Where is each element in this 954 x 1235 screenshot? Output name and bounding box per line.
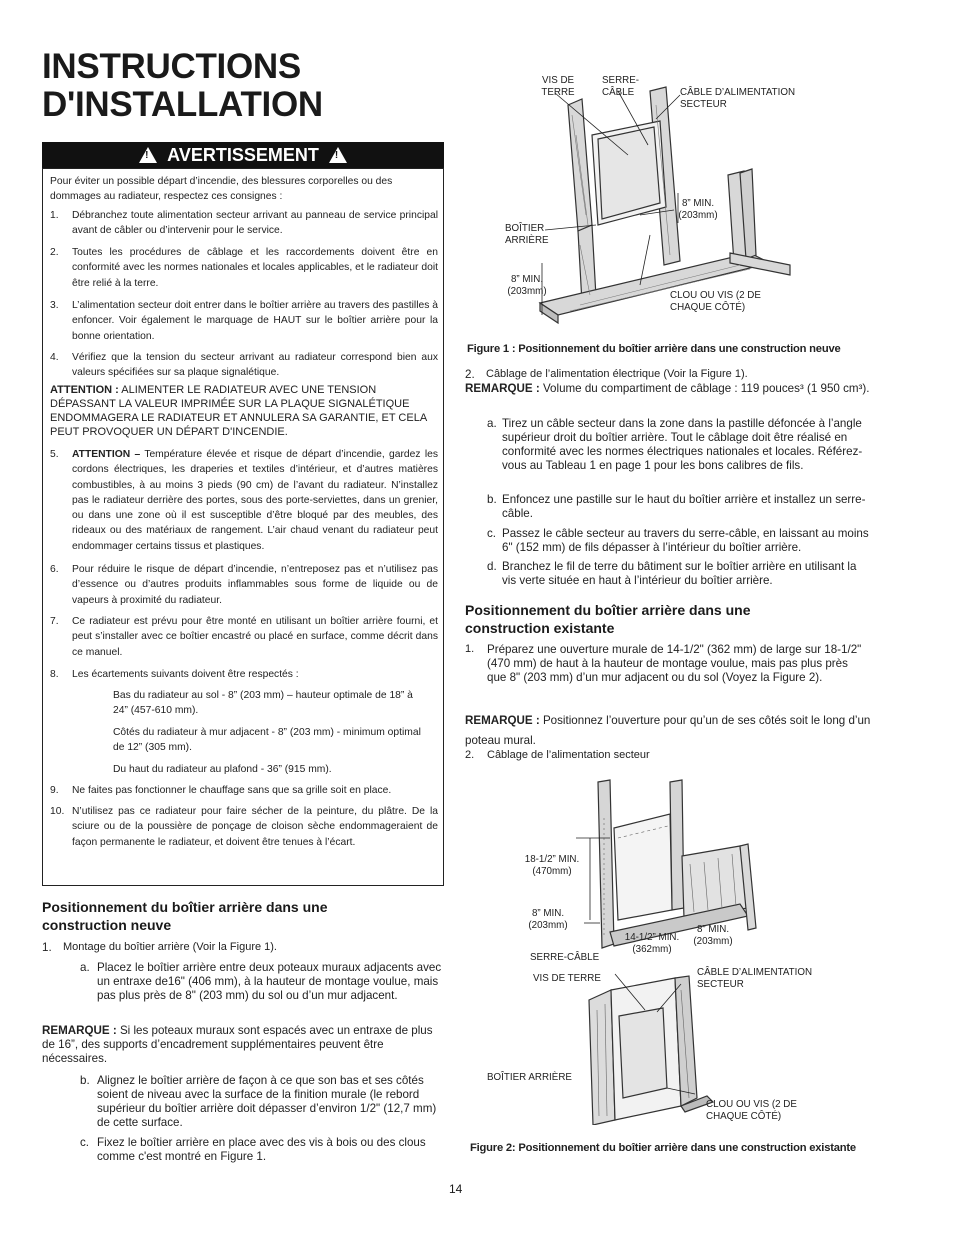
item5-text: Température élevée et risque de départ d’incendie, gardez les cordons électriques, les draperies et textiles d’intérieur, et d’autres matières combustibles, à au moins 3 pieds (90 cm) de l’avant du radiateur. N’installez pas le radiateur derrière des portes, sous des porte-serviettes, dans un grenier, ou dans une zone où il est susceptible d’être bloqué par des meubles, des rideaux ou des matériaux de rangement. L’air chaud venant du radiateur peut endommager certains tissus et plastiques. [72,449,438,552]
fig2-label-serre-cable: SERRE-CÂBLE [530,952,600,963]
fig1-label-vis-de-terre: VIS DE TERRE [541,75,575,98]
remarque-label: REMARQUE : [465,382,540,395]
step-letter: a. [487,417,497,430]
section-heading-new: Positionnement du boîtier arrière dans une construction neuve [42,899,328,933]
step-letter: d. [487,560,497,573]
step-a-wiring: Tirez un câble secteur dans la zone dans la pastille défoncée à l’angle supérieur droit du boîtier arrière. Tout le câblage doit être réalisé en conformité avec les normes électriques nationales et locales. Référez-vous au Tableau 1 en page 1 pour les bons calibres de fils. [502,417,863,472]
warning-triangle-icon: ! [139,147,157,163]
warning-item-number: 5. [50,449,59,460]
figure-2-caption: Figure 2: Positionnement du boîtier arrière dans une construction existante [470,1142,856,1154]
attention-label: ATTENTION : [50,384,119,396]
step-1-existing: Préparez une ouverture murale de 14-1/2" (362 mm) de large sur 18-1/2" (470 mm) de haut à la hauteur de montage voulue, mais pas plus près que 8" (203 mm) d’un mur adjacent ou du sol (Voyez la Figure 2). [487,643,862,684]
warning-item-number: 8. [50,669,59,680]
warning-triangle-icon: ! [329,147,347,163]
step-a-new: Placez le boîtier arrière entre deux poteaux muraux adjacents avec un entraxe de16" (406 mm), à la hauteur de montage voulue, mais pas plus près de 8" (203 mm) du sol ou d’un mur adjacent. [97,961,442,1002]
fig2-label-clou: CLOU OU VIS (2 DE CHAQUE CÔTÉ) [706,1099,797,1122]
fig2-label-8min-left: 8” MIN. (203mm) [528,908,568,931]
attention-text: ALIMENTER LE RADIATEUR AVEC UNE TENSION DÉPASSANT LA VALEUR IMPRIMÉE SUR LA PLAQUE SIGNALÉTIQUE ENDOMMAGERA LE RADIATEUR ET ANNULERA SA GARANTIE, ET CELA PEUT PROVOQUER UN DÉPART D'INCENDIE. [50,384,427,438]
warning-item-10: N’utilisez pas ce radiateur pour faire sécher de la peinture, du plâtre. De la sciure ou de la poussière de ponçage de cloison sèche endommageraient de façon permanente le radiateur, et doivent être tenues à l’écart. [72,806,438,848]
warning-intro: Pour éviter un possible départ d’incendie, des blessures corporelles ou des dommages au radiateur, respectez ces consignes : [50,176,393,203]
warning-item-number: 7. [50,616,59,627]
step-number: 1. [465,643,475,655]
warning-item-number: 9. [50,785,59,796]
item5-label: ATTENTION – [72,449,141,460]
step-2-existing: Câblage de l’alimentation secteur [487,749,650,761]
remarque-existing [465,711,875,751]
remarque-text: Si les poteaux muraux sont espacés avec un entraxe de plus de 16”, des supports d’encadrement supplémentaires peuvent être nécessaires. [42,1024,433,1065]
warning-item-9: Ne faites pas fonctionner le chauffage sans que sa grille soit en place. [72,785,392,796]
remarque-volume [465,382,885,396]
title-line-1: INSTRUCTIONS [42,47,301,86]
warning-item-number: 1. [50,210,59,221]
step-d-wiring: Branchez le fil de terre du bâtiment sur le boîtier arrière en utilisant la vis verte située en haut à l’intérieur du boîtier arrière. [502,560,857,587]
warning-header-label: AVERTISSEMENT [167,144,319,165]
figure-2-bottom-illustration [585,970,725,1125]
remarque-existing-text: Positionnez l’ouverture pour qu’un de ses côtés soit le long d’un poteau mural. [465,714,871,747]
fig1-label-8min-left: 8” MIN. (203mm) [507,274,547,297]
warning-item-7: Ce radiateur est prévu pour être monté en utilisant un boîtier arrière fourni, et peut s’installer avec ce boîtier encastré ou placé en surface, comme décrit dans ce manuel. [72,616,438,658]
fig2-label-cable-alim: CÂBLE D’ALIMENTATION SECTEUR [697,967,813,990]
fig1-label-8min-right: 8” MIN. (203mm) [678,198,718,221]
remarque-new [42,1024,442,1066]
step-b-wiring: Enfoncez une pastille sur le haut du boîtier arrière et installez un serre-câble. [502,493,866,520]
page-title [42,48,323,124]
warning-item-3: L’alimentation secteur doit entrer dans le boîtier arrière au travers des pastilles à enfoncer. Voir également le marquage de HAUT sur le boîtier arrière pour la bonne orientation. [72,300,438,342]
fig2-label-boitier: BOÎTIER ARRIÈRE [487,1072,572,1083]
clearance-2: Côtés du radiateur à mur adjacent - 8” (203 mm) - minimum optimal de 12” (305 mm). [113,727,421,754]
warning-item-number: 3. [50,300,59,311]
step-c-wiring: Passez le câble secteur au travers du serre-câble, en laissant au moins 6" (152 mm) de fils dépasser à l’intérieur du boîtier arrière. [502,527,869,554]
warning-item-2: Toutes les procédures de câblage et les raccordements doivent être en conformité avec les normes nationales et locales applicables, et le radiateur doit être relié à la terre. [72,247,438,289]
fig1-label-serre-cable: SERRE-CÂBLE [602,75,640,98]
title-line-2: D'INSTALLATION [42,85,323,124]
step-letter: b. [487,493,497,506]
warning-item-5 [72,447,438,554]
fig1-label-cable-alim: CÂBLE D’ALIMENTATION SECTEUR [680,87,796,110]
fig1-label-boitier: BOÎTIER ARRIÈRE [505,223,549,246]
fig1-label-clou: CLOU OU VIS (2 DE CHAQUE CÔTÉ) [670,290,761,313]
step-letter: b. [80,1074,90,1087]
warning-item-6: Pour réduire le risque de départ d’incendie, n’entreposez pas et n’utilisez pas d’essence ou d’autres produits inflammables sous forme de liquide ou de vapeurs à proximité du radiateur. [72,564,438,606]
step-letter: c. [487,527,497,540]
step-number: 2. [465,749,475,761]
warning-item-number: 10. [50,806,65,817]
fig2-label-8min-right: 8” MIN. (203mm) [693,924,733,947]
step-c-new: Fixez le boîtier arrière en place avec des vis à bois ou des clous comme c'est montré en Figure 1. [97,1136,426,1163]
warning-item-number: 6. [50,564,59,575]
step-letter: a. [80,961,90,974]
fig2-label-vis-de-terre: VIS DE TERRE [533,973,601,984]
step-number: 1. [42,941,52,954]
fig2-label-18-5-min: 18-1/2” MIN. (470mm) [524,854,580,877]
clearance-1: Bas du radiateur au sol - 8” (203 mm) – hauteur optimale de 18” à 24” (457-610 mm). [113,690,413,717]
step-number: 2. [465,368,475,381]
warning-header [42,142,444,168]
warning-item-number: 4. [50,352,59,363]
warning-item-number: 2. [50,247,59,258]
warning-attention [50,384,438,440]
figure-2-top-illustration [570,778,770,958]
step-b-new: Alignez le boîtier arrière de façon à ce que son bas et ses côtés soient de niveau avec la surface de la finition murale (le rebord supérieur du boîtier arrière doit dépasser d’environ 1/2" (12,7 mm) de cette surface. [97,1074,437,1129]
fig2-label-14-5-min: 14-1/2” MIN. (362mm) [624,932,680,955]
step-letter: c. [80,1136,90,1149]
page-number: 14 [449,1182,463,1196]
remarque-label: REMARQUE : [465,714,540,727]
figure-1-caption: Figure 1 : Positionnement du boîtier arrière dans une construction neuve [467,343,841,355]
step-1-new: Montage du boîtier arrière (Voir la Figure 1). [63,941,277,953]
section-heading-existing: Positionnement du boîtier arrière dans une construction existante [465,602,751,636]
remarque-volume-text: Volume du compartiment de câblage : 119 pouces³ (1 950 cm³). [542,382,870,395]
warning-item-8: Les écartements suivants doivent être respectés : [72,669,299,680]
clearance-3: Du haut du radiateur au plafond - 36” (915 mm). [113,764,332,775]
step-2-wiring: Câblage de l’alimentation électrique (Voir la Figure 1). [486,368,748,380]
warning-item-4: Vérifiez que la tension du secteur arrivant au radiateur correspond bien aux valeurs spécifiées sur sa plaque signalétique. [72,352,438,379]
remarque-label: REMARQUE : [42,1024,117,1037]
warning-item-1: Débranchez toute alimentation secteur arrivant au panneau de service principal avant de câbler ou d’intervenir pour le service. [72,210,438,237]
